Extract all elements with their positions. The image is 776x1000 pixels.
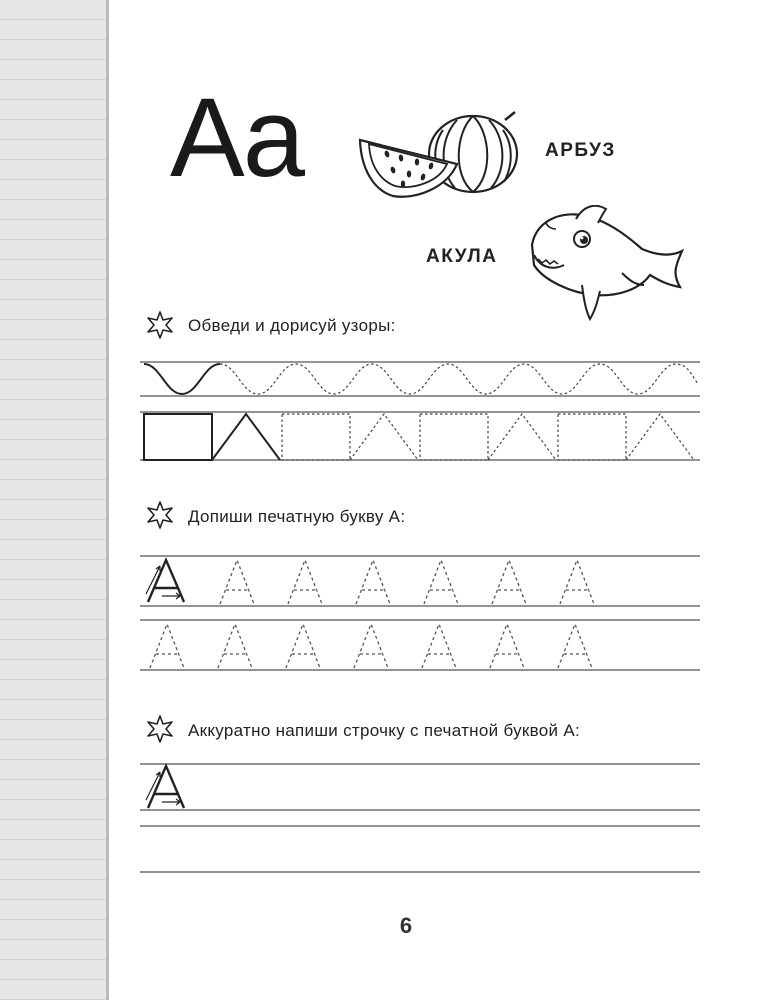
task-1-title: Обведи и дорисуй узоры: <box>188 316 396 335</box>
word-shark: АКУЛА <box>426 246 498 267</box>
letter-a-tracing-row-1 <box>140 552 702 610</box>
word-watermelon: АРБУЗ <box>545 140 616 161</box>
task-3-title: Аккуратно напиши строчку с печатной буквой А: <box>188 721 581 740</box>
star-icon <box>145 310 175 340</box>
free-writing-area <box>140 760 702 878</box>
wave-pattern-row <box>140 358 702 400</box>
square-triangle-pattern-row <box>140 408 702 464</box>
task-2-title: Допиши печатную букву А: <box>188 507 406 526</box>
star-icon <box>145 500 175 530</box>
watermelon-illustration <box>355 108 530 203</box>
shark-illustration <box>522 205 694 323</box>
page-number: 6 <box>399 913 413 938</box>
star-icon <box>145 714 175 744</box>
notebook-margin <box>0 0 109 1000</box>
letter-a-tracing-row-2 <box>140 616 702 674</box>
letter-heading: Aa <box>170 75 303 200</box>
